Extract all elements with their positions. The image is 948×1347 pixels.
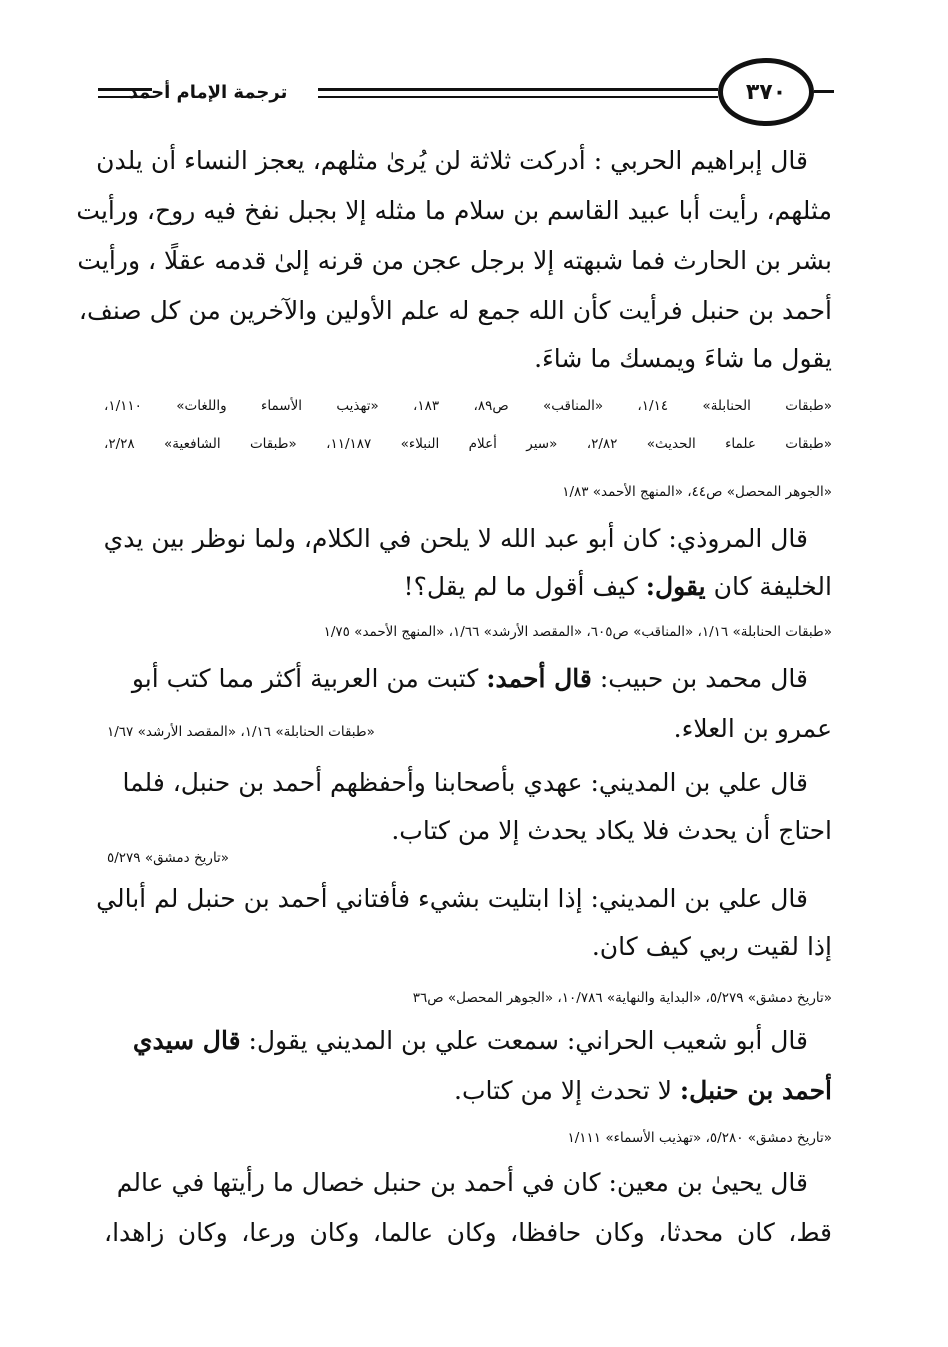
p6-bold-ahmad: أحمد بن حنبل: [679, 1076, 832, 1105]
p6-line-1 [133, 1026, 808, 1055]
p7-line-1: قال يحيىٰ بن معين: كان في أحمد بن حنبل خصال ما رأيتها في عالم [116, 1168, 808, 1197]
citation-3: «طبقات الحنابلة» ١/١٦، «المقصد الأرشد» ١/٦٧ [107, 724, 375, 740]
p1-line-2: مثلهم، رأيت أبا عبيد القاسم بن سلام ما مثله إلا بجبل نفخ فيه روح، ورأيت [76, 196, 832, 225]
p4-line-2: احتاج أن يحدث فلا يكاد يحدث إلا من كتاب. [391, 816, 832, 845]
citation-1-line-1: «طبقات الحنابلة» ١/١٤، «المناقب» ص٨٩، ١٨٣، «تهذيب الأسماء واللغات» ١/١١٠، [104, 398, 832, 414]
p4-line-1: قال علي بن المديني: عهدي بأصحابنا وأحفظهم أحمد بن حنبل، فلما [122, 768, 808, 797]
p1-line-4: أحمد بن حنبل فرأيت كأن الله جمع له علم الأولين والآخرين من كل صنف، [78, 296, 832, 325]
p2-line-2 [404, 572, 832, 601]
p2-text-c: كيف أقول ما لم يقل؟! [403, 572, 638, 601]
header-rule-middle-bottom [318, 96, 718, 98]
p1-line-5: يقول ما شاءَ ويمسك ما شاءَ. [534, 344, 832, 373]
page-number [718, 58, 814, 126]
page-number-text: ٣٧٠ [745, 79, 787, 105]
header-rule-middle-top [318, 88, 718, 91]
p2-line-1: قال المروذي: كان أبو عبد الله لا يلحن في الكلام، ولما نوظر بين يدي [103, 524, 808, 553]
citation-6: «تاريخ دمشق» ٥/٢٨٠، «تهذيب الأسماء» ١/١١١ [567, 1130, 832, 1146]
header-rule-right [814, 90, 834, 93]
p6-bold-qal-sayyidi: قال سيدي [132, 1026, 241, 1055]
p1-line-3: بشر بن الحارث فما شبهته إلا برجل عجن من قرنه إلىٰ قدمه عقلًا ، ورأيت [77, 246, 832, 275]
p2-bold-yaqul: يقول: [645, 572, 706, 601]
p2-text-a: الخليفة كان [713, 572, 832, 601]
p3-line-1 [132, 664, 808, 693]
p3-bold-qal-ahmad: قال أحمد: [486, 664, 592, 693]
p6-text-b: لا تحدث إلا من كتاب. [454, 1076, 672, 1105]
running-header-title: ترجمة الإمام أحمد [128, 82, 288, 103]
citation-2: «طبقات الحنابلة» ١/١٦، «المناقب» ص٦٠٥، «المقصد الأرشد» ١/٦٦، «المنهج الأحمد» ١/٧٥ [323, 624, 832, 640]
p5-line-2: إذا لقيت ربي كيف كان. [591, 932, 832, 961]
citation-1-line-2: «طبقات علماء الحديث» ٢/٨٢، «سير أعلام النبلاء» ١١/١٨٧، «طبقات الشافعية» ٢/٢٨، [104, 436, 832, 452]
citation-5: «تاريخ دمشق» ٥/٢٧٩، «البداية والنهاية» ١٠/٧٨٦، «الجوهر المحصل» ص٣٦ [412, 990, 832, 1006]
p3-text-c: كتبت من العربية أكثر مما كتب أبو [131, 664, 479, 693]
p7-line-2: قط، كان محدثا، وكان حافظا، وكان عالما، وكان ورعا، وكان زاهدا، [104, 1218, 832, 1247]
p6-line-2 [454, 1076, 832, 1105]
citation-4: «تاريخ دمشق» ٥/٢٧٩ [107, 850, 230, 866]
p1-line-1: قال إبراهيم الحربي : أدركت ثلاثة لن يُرىٰ مثلهم، يعجز النساء أن يلدن [96, 146, 808, 175]
p3-text-a: قال محمد بن حبيب: [599, 664, 808, 693]
p6-text-a: قال أبو شعيب الحراني: سمعت علي بن المديني يقول: [248, 1026, 808, 1055]
citation-1-line-3: «الجوهر المحصل» ص٤٤، «المنهج الأحمد» ١/٨٣ [562, 484, 832, 500]
p5-line-1: قال علي بن المديني: إذا ابتليت بشيء فأفتاني أحمد بن حنبل لم أبالي [96, 884, 808, 913]
p3-line-2: عمرو بن العلاء. [673, 714, 832, 743]
